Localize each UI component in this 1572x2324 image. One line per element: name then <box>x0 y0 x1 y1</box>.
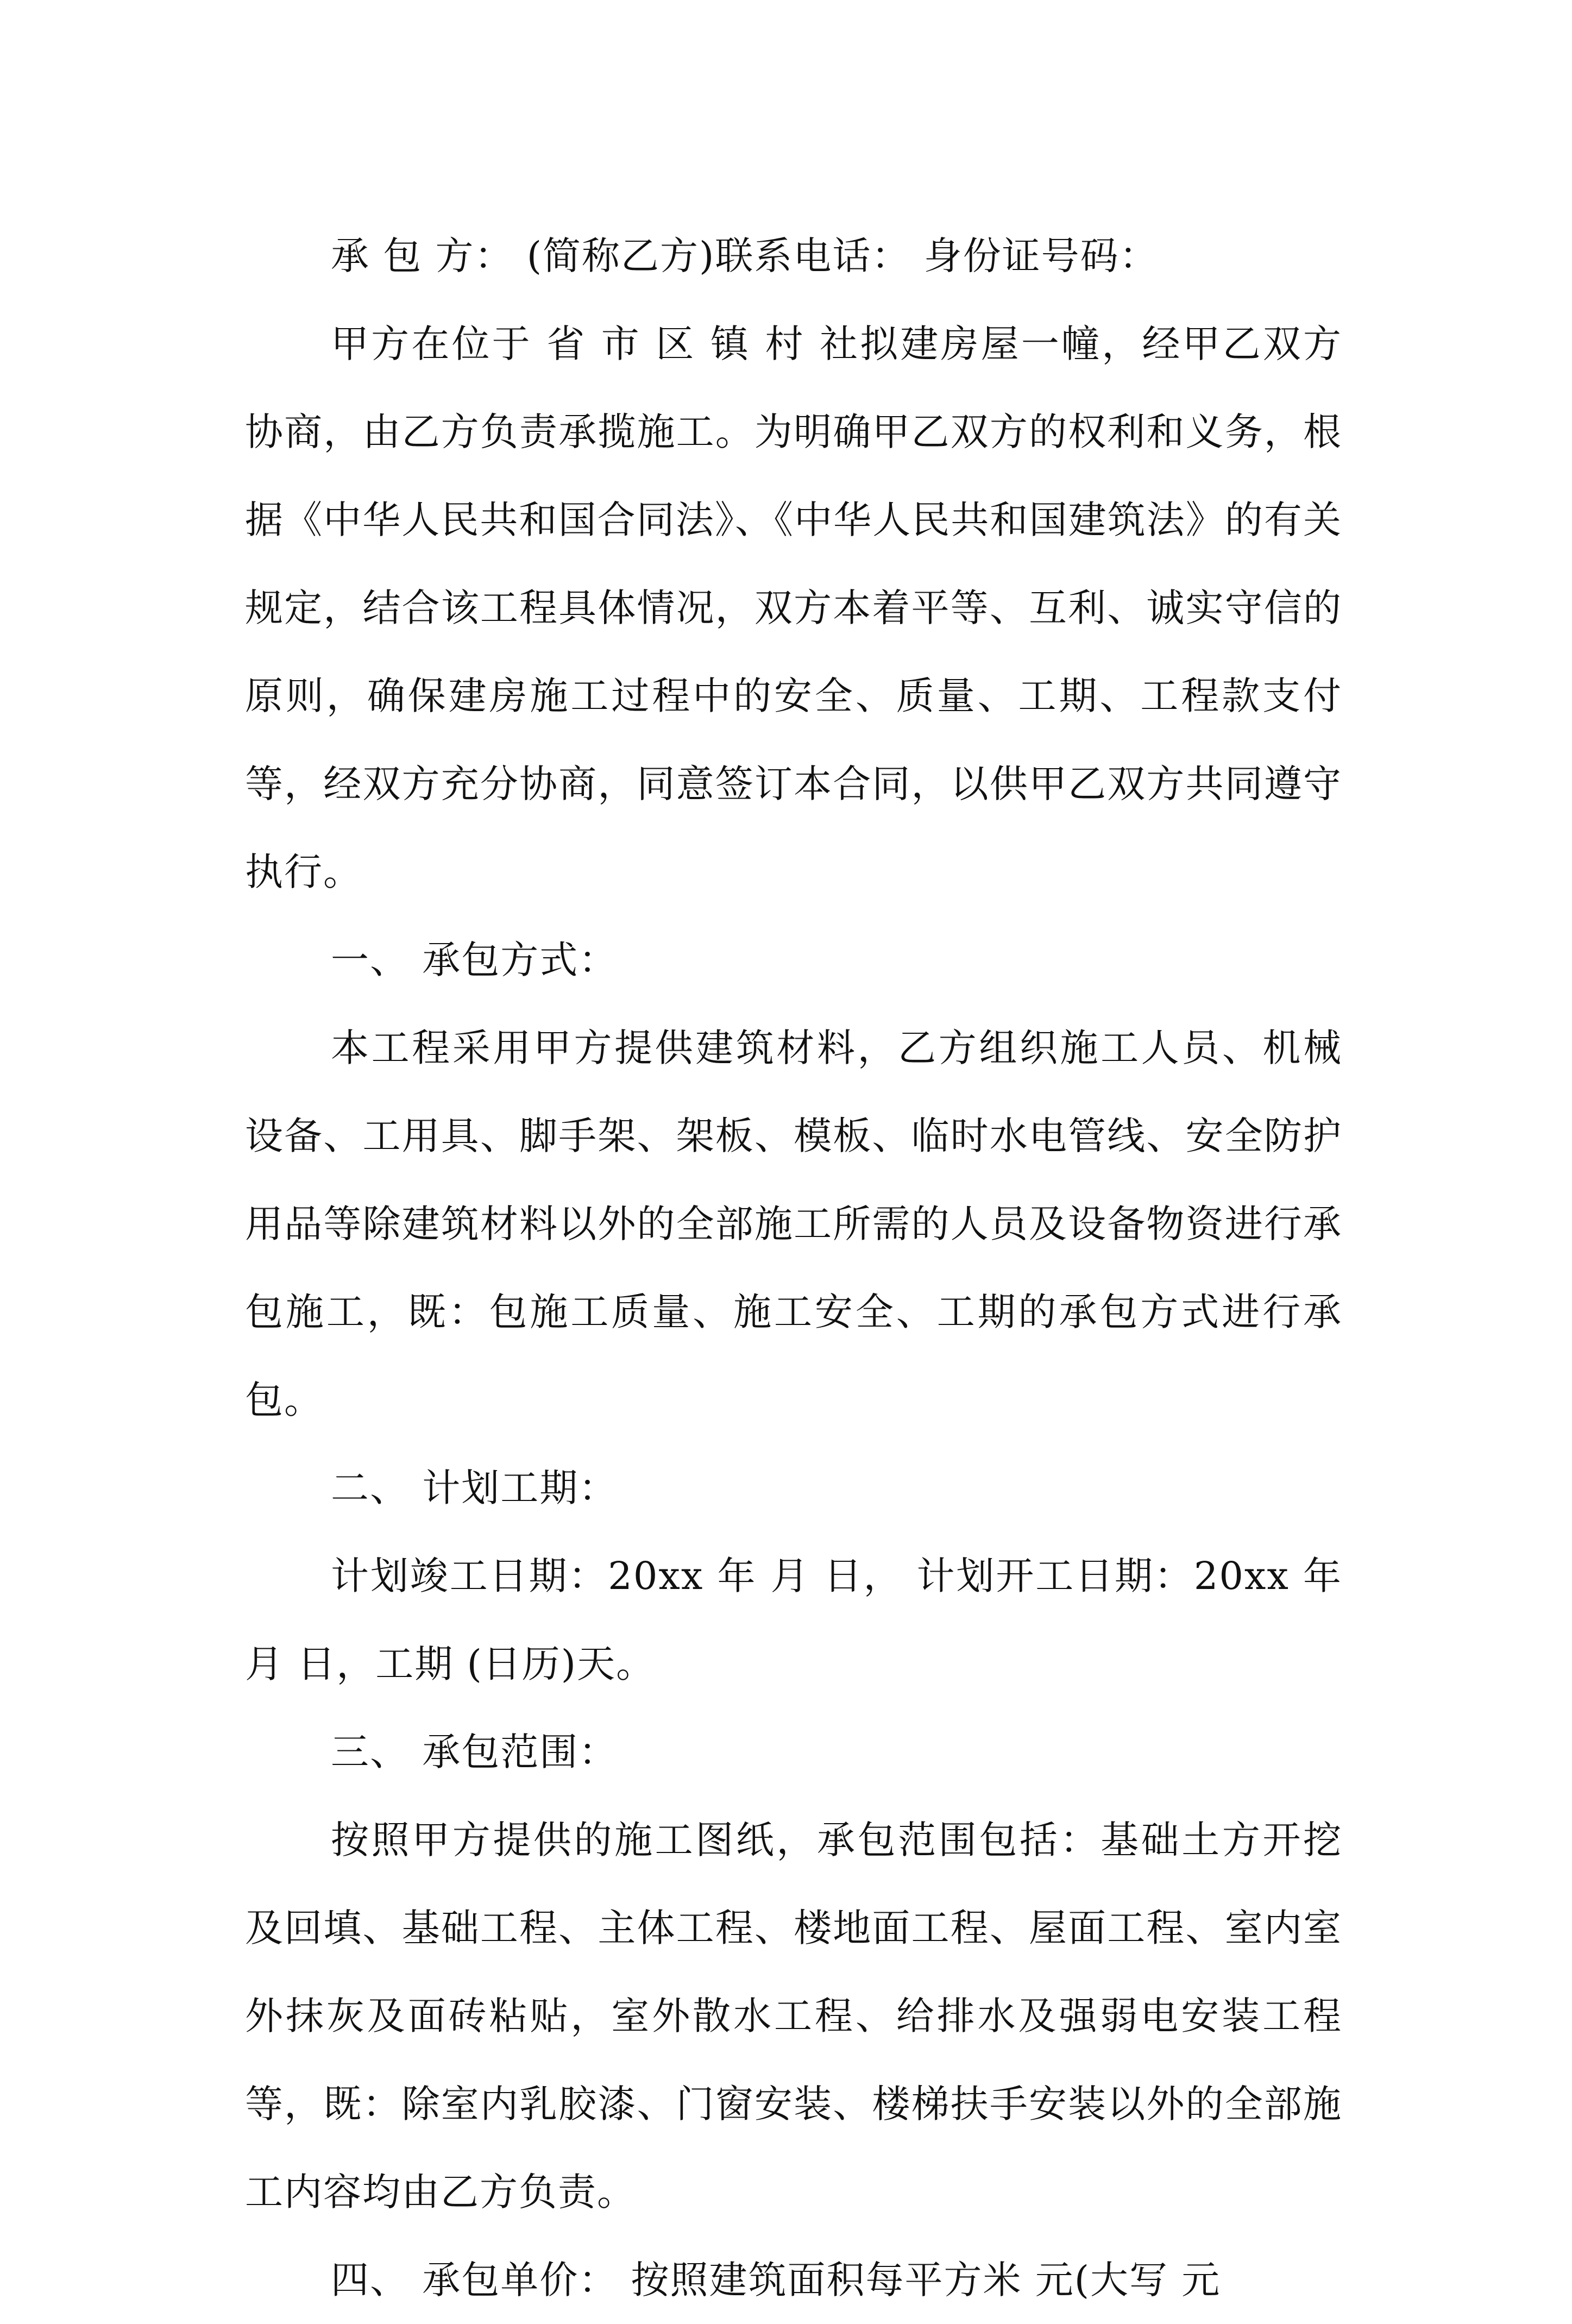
section-heading-schedule: 二、 计划工期： <box>331 1466 618 1510</box>
contract-preamble-paragraph: 甲方在位于 省 市 区 镇 村 社拟建房屋一幢，经甲乙双方协商，由乙方负责承揽施工。为明确甲乙双方的权利和义务，根据《中华人民共和国合同法》、《中华人民共和国建筑法》的有关规定，结合该工程具体情况，双方本着平等、互利、诚实守信的原则，确保建房施工过程中的安全、质量、工期、工程款支付等，经双方充分协商，同意签订本合同，以供甲乙双方共同遵守执行。 <box>245 322 1342 894</box>
section-heading-contract-method: 一、 承包方式： <box>331 938 618 982</box>
schedule-paragraph: 计划竣工日期：20xx 年 月 日， 计划开工日期：20xx 年 月 日，工期 (日历)天。 <box>245 1554 1356 1686</box>
unit-price-paragraph: 四、 承包单价： 按照建筑面积每平方米 元(大写 元 <box>331 2258 1221 2302</box>
contractor-info-line: 承 包 方： (简称乙方)联系电话： 身份证号码： <box>331 234 1159 278</box>
document-body <box>245 212 1356 2324</box>
scope-paragraph: 按照甲方提供的施工图纸，承包范围包括：基础土方开挖及回填、基础工程、主体工程、楼地面工程、屋面工程、室内室外抹灰及面砖粘贴，室外散水工程、给排水及强弱电安装工程等，既：除室内乳胶漆、门窗安装、楼梯扶手安装以外的全部施工内容均由乙方负责。 <box>245 1818 1342 2214</box>
section-heading-scope: 三、 承包范围： <box>331 1730 618 1774</box>
contract-method-paragraph: 本工程采用甲方提供建筑材料，乙方组织施工人员、机械设备、工用具、脚手架、架板、模板、临时水电管线、安全防护用品等除建筑材料以外的全部施工所需的人员及设备物资进行承包施工，既：包施工质量、施工安全、工期的承包方式进行承包。 <box>245 1026 1342 1422</box>
